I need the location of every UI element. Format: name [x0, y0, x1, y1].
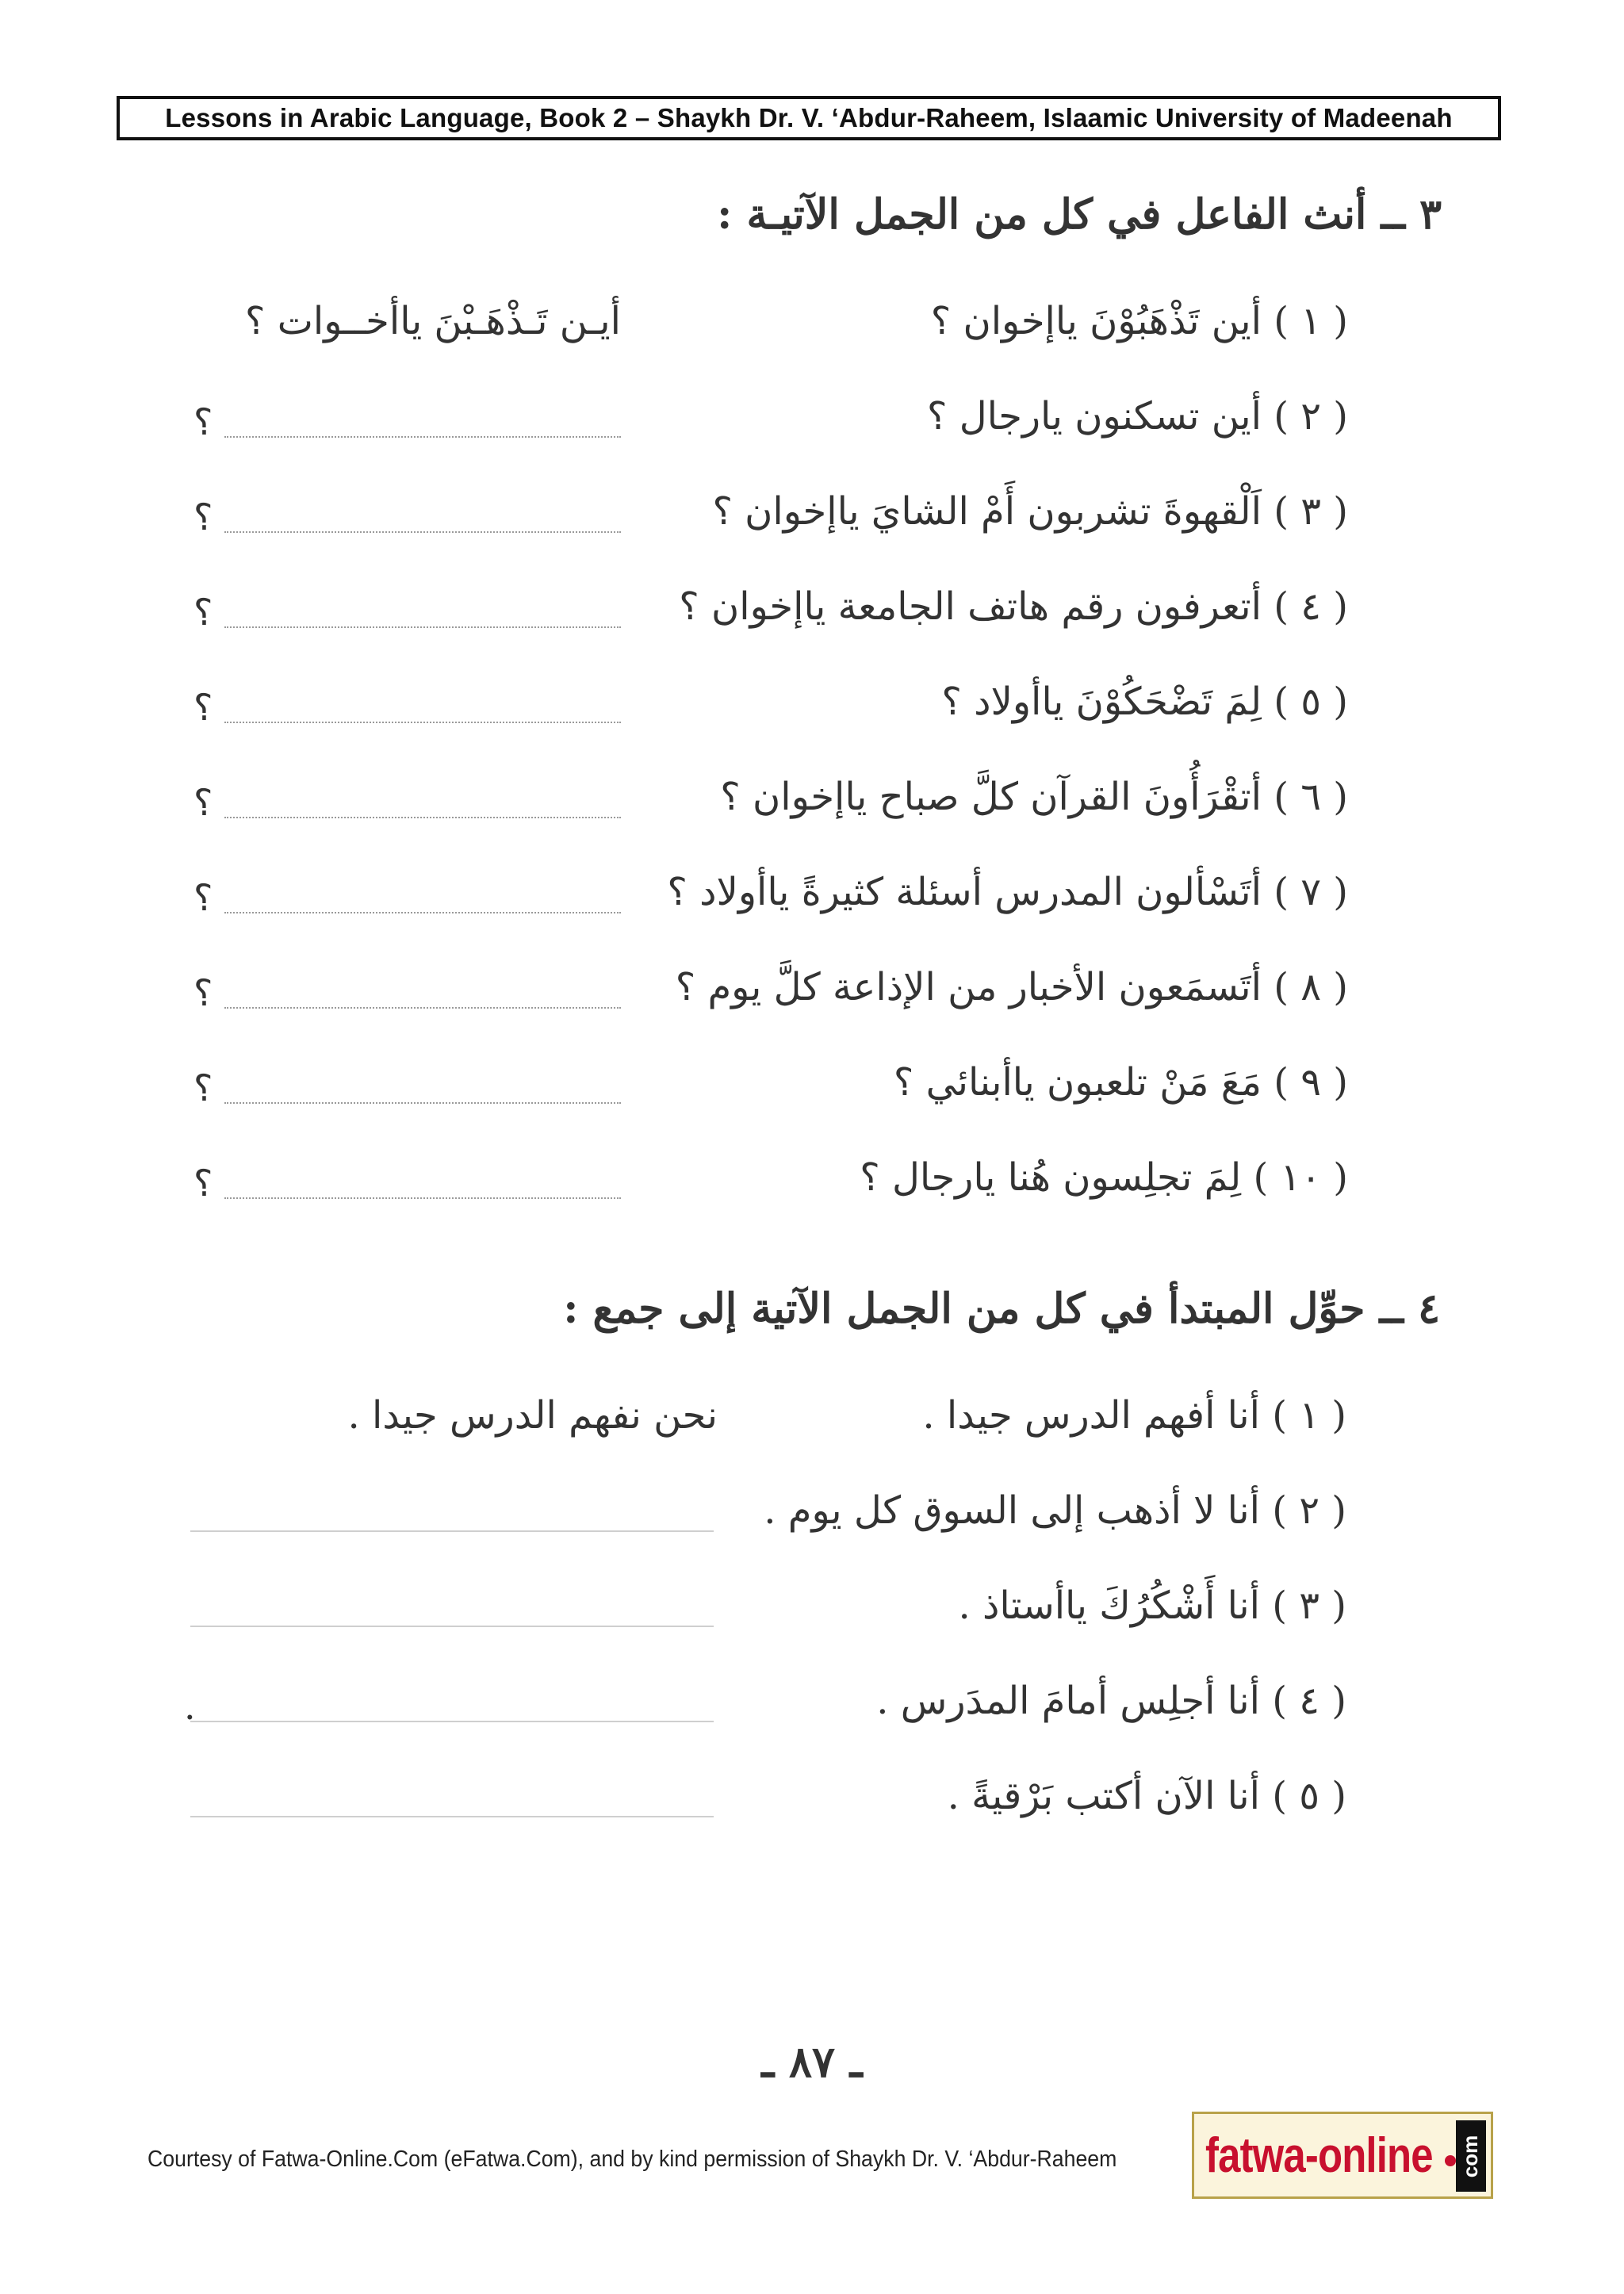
answer-blank[interactable] — [224, 912, 621, 913]
logo-name: fatwa-online — [1205, 2127, 1433, 2183]
answer-blank[interactable] — [224, 626, 621, 628]
book-title-banner — [117, 96, 1501, 140]
answer-blank[interactable] — [190, 1721, 714, 1722]
exercise-3-item: ( ٦ ) أتقْرَأُونَ القرآن كلَّ صباح ياإخوان ؟ — [720, 775, 1348, 819]
answer-blank[interactable] — [224, 436, 621, 438]
question-mark: ؟ — [193, 496, 213, 538]
question-mark: ؟ — [193, 876, 213, 919]
answer-blank[interactable] — [224, 1197, 621, 1199]
question-mark: ؟ — [193, 781, 213, 824]
exercise-3-item: ( ٧ ) أتَسْألون المدرس أسئلة كثيرةً ياأولاد ؟ — [667, 870, 1348, 914]
exercise-3-item: ( ١ ) أين تَذْهَبُوْنَ ياإخوان ؟ — [930, 299, 1348, 343]
fatwa-online-logo[interactable] — [1192, 2112, 1493, 2199]
sentence-dot: . — [184, 1685, 196, 1728]
exercise-3-example-answer: أيـن تَـذْهَـبْنَ ياأخــوات ؟ — [245, 299, 621, 343]
exercise-3-heading: ٣ ــ أنث الفاعل في كل من الجمل الآتيـة : — [717, 190, 1442, 239]
answer-blank[interactable] — [224, 1102, 621, 1104]
answer-blank[interactable] — [224, 1007, 621, 1009]
exercise-4-example-answer: نحن نفهم الدرس جيدا . — [347, 1393, 718, 1438]
exercise-3-item: ( ١٠ ) لِمَ تجلِسون هُنا يارجال ؟ — [860, 1155, 1348, 1200]
answer-blank[interactable] — [190, 1816, 714, 1817]
exercise-3-item: ( ٩ ) مَعَ مَنْ تلعبون ياأبنائي ؟ — [893, 1060, 1348, 1105]
exercise-4-item: ( ١ ) أنا أفهم الدرس جيدا . — [922, 1393, 1346, 1438]
exercise-4-item: ( ٢ ) أنا لا أذهب إلى السوق كل يوم . — [764, 1488, 1346, 1533]
question-mark: ؟ — [193, 1162, 213, 1204]
exercise-3-item: ( ٤ ) أتعرفون رقم هاتف الجامعة ياإخوان ؟ — [679, 584, 1348, 629]
page-number: ـ ٨٧ ـ — [761, 2036, 863, 2087]
question-mark: ؟ — [193, 400, 213, 443]
question-mark: ؟ — [193, 1067, 213, 1109]
exercise-4-item: ( ٥ ) أنا الآن أكتب بَرْقيةً . — [947, 1774, 1346, 1818]
exercise-3-item: ( ٣ ) اَلْقهوةَ تشربون أَمْ الشايَ ياإخوان ؟ — [712, 489, 1348, 534]
question-mark: ؟ — [193, 686, 213, 729]
question-mark: ؟ — [193, 971, 213, 1014]
exercise-3-item: ( ٢ ) أين تسكنون يارجال ؟ — [926, 394, 1348, 439]
exercise-3-item: ( ٨ ) أتَسمَعون الأخبار من الإذاعة كلَّ يوم ؟ — [675, 965, 1348, 1009]
book-title: Lessons in Arabic Language, Book 2 – Shaykh Dr. V. ‘Abdur-Raheem, Islaamic University of Madeenah — [165, 103, 1453, 132]
answer-blank[interactable] — [190, 1530, 714, 1532]
answer-blank[interactable] — [224, 817, 621, 818]
exercise-4-item: ( ٣ ) أنا أَشْكُرُكَ ياأستاذ . — [958, 1584, 1346, 1628]
exercise-4-heading: ٤ ــ حوِّل المبتدأ في كل من الجمل الآتية إلى جمع : — [563, 1285, 1440, 1333]
exercise-4-item: ( ٤ ) أنا أجلِس أمامَ المدَرس . — [876, 1679, 1346, 1723]
footer-courtesy: Courtesy of Fatwa-Online.Com (eFatwa.Com), and by kind permission of Shaykh Dr. V. ‘Abdur-Raheem — [147, 2147, 1117, 2172]
answer-blank[interactable] — [224, 531, 621, 533]
exercise-3-item: ( ٥ ) لِمَ تَضْحَكُوْنَ ياأولاد ؟ — [941, 680, 1348, 724]
logo-suffix: com — [1458, 2135, 1483, 2177]
logo-dot-icon — [1445, 2155, 1456, 2166]
question-mark: ؟ — [193, 591, 213, 634]
answer-blank[interactable] — [224, 722, 621, 723]
answer-blank[interactable] — [190, 1626, 714, 1627]
logo-com-badge — [1456, 2120, 1486, 2192]
